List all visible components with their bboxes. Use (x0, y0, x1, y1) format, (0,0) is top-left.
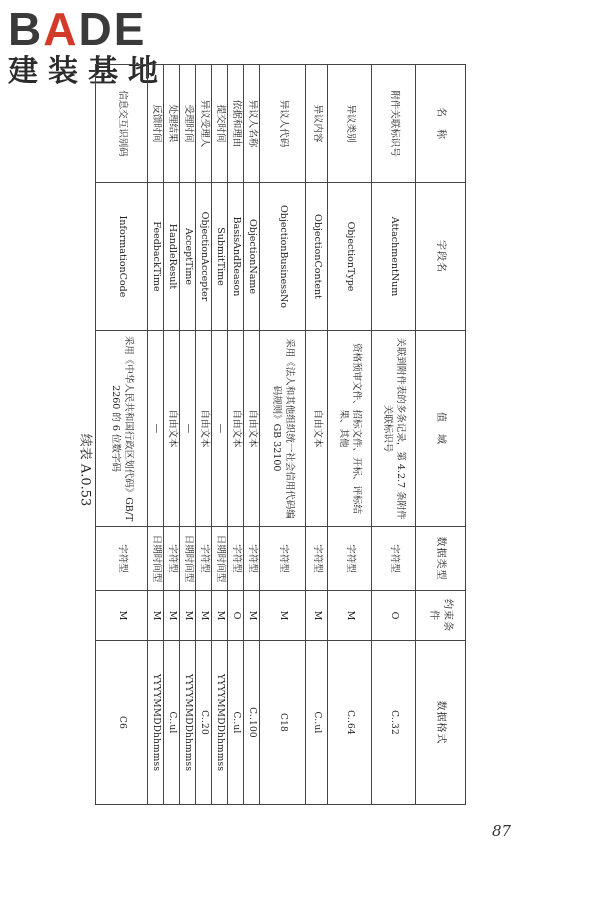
cell-data-format: C..ul (228, 641, 244, 805)
cell-data-format: C..32 (372, 641, 416, 805)
table-row (212, 65, 228, 805)
cell-data-format: C6 (96, 641, 148, 805)
cell-constraint: M (148, 591, 164, 641)
table-container (96, 64, 466, 804)
cell-value-domain: 采用《中华人民共和国行政区划代码》GB/T 2260 的 6 位数字码 (96, 331, 148, 527)
cell-data-type: 字符型 (164, 527, 180, 591)
cell-data-type: 字符型 (96, 527, 148, 591)
cell-name: 提交时间 (212, 65, 228, 183)
table-row (196, 65, 212, 805)
page-number: 87 (492, 822, 512, 840)
cell-data-type: 字符型 (306, 527, 328, 591)
logo-brand-accent: A (43, 3, 79, 55)
cell-data-type: 字符型 (244, 527, 260, 591)
table-caption: 续表 A.0.53 (77, 433, 93, 507)
cell-name: 异议类别 (328, 65, 372, 183)
table-row (228, 65, 244, 805)
cell-constraint: M (196, 591, 212, 641)
cell-field-name: ObjectionContent (306, 183, 328, 331)
header-field-name: 字段名 (416, 183, 466, 331)
cell-data-type: 日期时间型 (180, 527, 196, 591)
cell-constraint: M (328, 591, 372, 641)
logo-brand-prefix: B (8, 3, 44, 55)
table-row (148, 65, 164, 805)
header-name: 名 称 (416, 65, 466, 183)
cell-data-format: C..ul (164, 641, 180, 805)
table-row (180, 65, 196, 805)
cell-value-domain: 采用《法人和其他组织统一社会信用代码编码规则》GB 32100 (260, 331, 306, 527)
table-body (96, 65, 416, 805)
cell-field-name: ObjectionBusinessNo (260, 183, 306, 331)
cell-data-format: C..ul (306, 641, 328, 805)
cell-value-domain: 关联到附件表的多条记录，第 4.2.7 条附件关联标识号 (372, 331, 416, 527)
cell-name: 附件关联标识号 (372, 65, 416, 183)
cell-value-domain: 自由文本 (164, 331, 180, 527)
cell-data-type: 字符型 (260, 527, 306, 591)
cell-name: 受理时间 (180, 65, 196, 183)
cell-data-type: 日期时间型 (148, 527, 164, 591)
cell-name: 信息交互识别码 (96, 65, 148, 183)
cell-constraint: M (306, 591, 328, 641)
cell-data-type: 日期时间型 (212, 527, 228, 591)
cell-value-domain: 自由文本 (196, 331, 212, 527)
cell-name: 依据和理由 (228, 65, 244, 183)
cell-data-type: 字符型 (196, 527, 212, 591)
header-data-type: 数据类型 (416, 527, 466, 591)
cell-field-name: BasisAndReason (228, 183, 244, 331)
cell-name: 异议人代码 (260, 65, 306, 183)
cell-data-type: 字符型 (328, 527, 372, 591)
cell-data-format: YYYYMMDDhhmmss (148, 641, 164, 805)
header-constraint: 约束条件 (416, 591, 466, 641)
rotated-table (96, 64, 466, 804)
cell-name: 反馈时间 (148, 65, 164, 183)
cell-name: 异议内容 (306, 65, 328, 183)
logo-subtitle: 建装基地 (8, 54, 168, 89)
cell-data-type: 字符型 (372, 527, 416, 591)
cell-name: 异议受理人 (196, 65, 212, 183)
cell-value-domain: — (212, 331, 228, 527)
cell-field-name: ObjectionName (244, 183, 260, 331)
cell-data-type: 字符型 (228, 527, 244, 591)
table-row (96, 65, 148, 805)
cell-data-format: C..100 (244, 641, 260, 805)
cell-data-format: YYYYMMDDhhmmss (180, 641, 196, 805)
cell-data-format: C..20 (196, 641, 212, 805)
cell-constraint: M (164, 591, 180, 641)
table-row (260, 65, 306, 805)
cell-constraint: M (212, 591, 228, 641)
cell-value-domain: 资格预审文件、招标文件、开标、评标结果、其他 (328, 331, 372, 527)
cell-name: 异议人名称 (244, 65, 260, 183)
cell-value-domain: 自由文本 (306, 331, 328, 527)
cell-constraint: O (228, 591, 244, 641)
table-row (328, 65, 372, 805)
table-row (372, 65, 416, 805)
cell-constraint: M (180, 591, 196, 641)
cell-constraint: O (372, 591, 416, 641)
cell-value-domain: — (148, 331, 164, 527)
cell-field-name: ObjectionAccepter (196, 183, 212, 331)
cell-data-format: C..64 (328, 641, 372, 805)
table-row (306, 65, 328, 805)
cell-field-name: ObjectionType (328, 183, 372, 331)
cell-data-format: C18 (260, 641, 306, 805)
cell-value-domain: — (180, 331, 196, 527)
table-row (164, 65, 180, 805)
cell-field-name: FeedbackTime (148, 183, 164, 331)
cell-value-domain: 自由文本 (244, 331, 260, 527)
cell-data-format: YYYYMMDDhhmmss (212, 641, 228, 805)
table-row (244, 65, 260, 805)
cell-constraint: M (96, 591, 148, 641)
logo-brand-suffix: DE (78, 3, 147, 55)
cell-value-domain: 自由文本 (228, 331, 244, 527)
cell-field-name: SubmitTime (212, 183, 228, 331)
cell-field-name: HandleResult (164, 183, 180, 331)
cell-field-name: AcceptTime (180, 183, 196, 331)
cell-constraint: M (260, 591, 306, 641)
header-data-format: 数据格式 (416, 641, 466, 805)
data-element-table (95, 64, 466, 805)
cell-name: 处理结果 (164, 65, 180, 183)
logo-brand (8, 3, 178, 55)
header-value-domain: 值 域 (416, 331, 466, 527)
table-header-row (416, 65, 466, 805)
cell-constraint: M (244, 591, 260, 641)
cell-field-name: InformationCode (96, 183, 148, 331)
cell-field-name: AttachmentNum (372, 183, 416, 331)
